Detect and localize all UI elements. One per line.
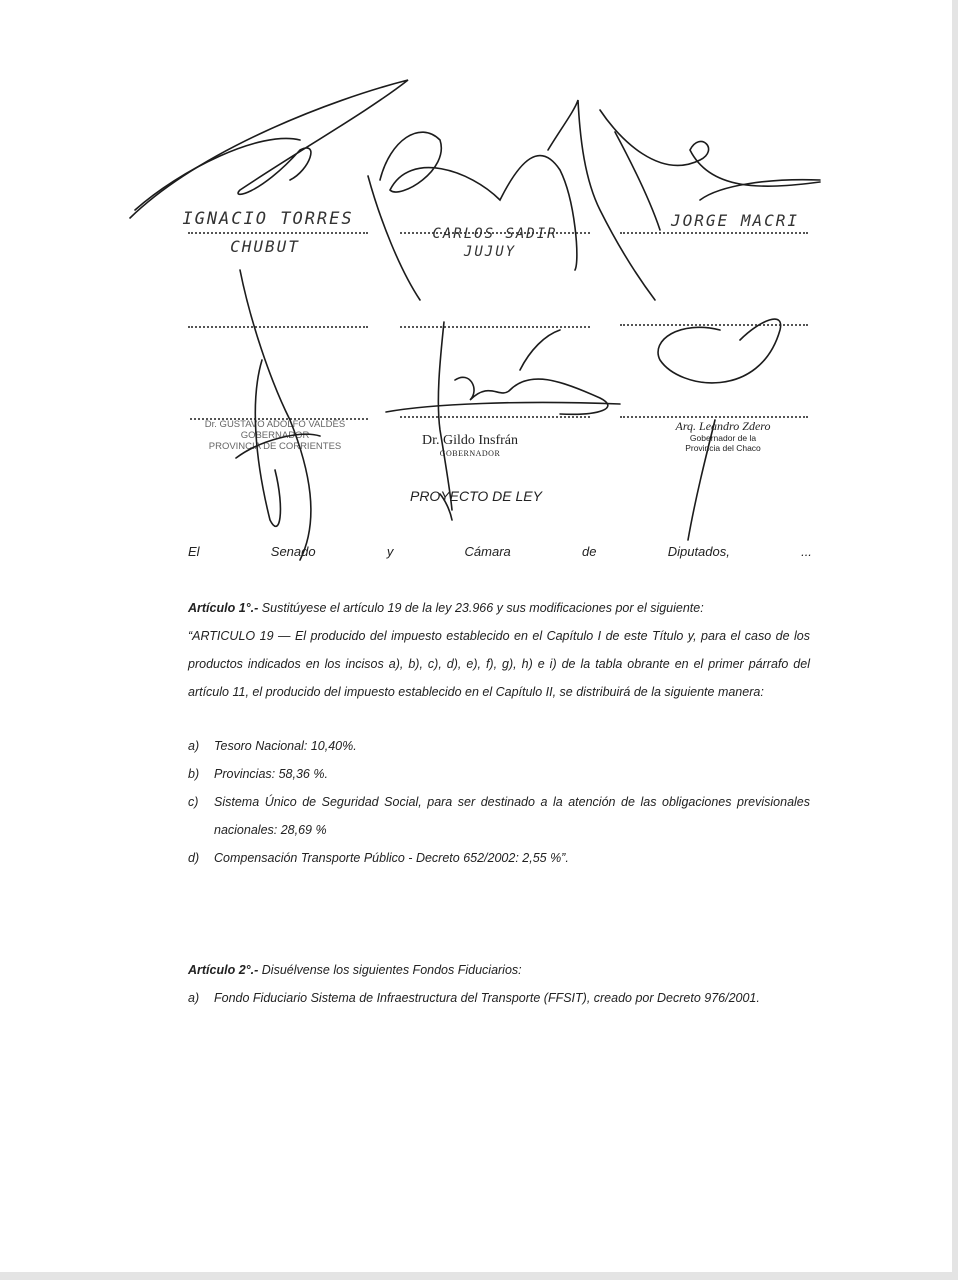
article-label: Artículo 2°.-	[188, 963, 259, 977]
enacting-word: ...	[801, 544, 812, 559]
document-title: PROYECTO DE LEY	[409, 488, 542, 504]
list-item	[188, 760, 810, 788]
article-1	[188, 594, 810, 872]
article-2-intro	[188, 956, 810, 984]
enacting-word: Senado	[270, 544, 316, 559]
enacting-word: de	[582, 544, 597, 559]
signatory-province: PROVINCIA DE CORRIENTES	[208, 440, 342, 452]
list-marker: d)	[188, 851, 200, 865]
list-marker: a)	[188, 991, 200, 1005]
signatory-province: Provincia del Chaco	[685, 442, 761, 453]
signatory-block	[400, 433, 540, 458]
list-text: Sistema Único de Seguridad Social, para ser destinado a la atención de las obligaciones previsionales nacionales: 28,69 %	[214, 795, 810, 837]
handwritten-province: CHUBUT	[230, 237, 300, 256]
signatory-role: Gobernador de la	[689, 432, 757, 443]
enacting-clause	[188, 544, 812, 559]
article-1-quote: “ARTICULO 19 — El producido del impuesto establecido en el Capítulo I de este Título y, para el caso de los productos indicados en los incisos a), b), c), d), e), f), g), h) e i) de la tabla obrante en el primer párrafo del artículo 11, el producido del impuesto establecido en el Capítulo II, se distribuirá de la siguiente manera:	[188, 629, 810, 699]
enacting-word: Cámara	[464, 544, 511, 559]
handwritten-province: JUJUY	[463, 244, 517, 260]
article-2	[188, 956, 810, 1012]
signature-line	[400, 326, 590, 328]
signature-line	[620, 324, 808, 326]
signatory-name: Dr. GUSTAVO ADOLFO VALDÉS	[204, 419, 346, 430]
signatory-name: Arq. Leandro Zdero	[675, 419, 771, 433]
signatory-role: GOBERNADOR	[240, 429, 310, 441]
handwritten-name: JORGE MACRI	[671, 211, 799, 230]
article-intro-text: Disuélvense los siguientes Fondos Fiduciarios:	[261, 963, 522, 977]
signature-line	[188, 232, 368, 234]
article-intro-text: Sustitúyese el artículo 19 de la ley 23.966 y sus modificaciones por el siguiente:	[261, 601, 704, 615]
signatory-block	[648, 420, 798, 453]
list-item	[188, 984, 810, 1012]
signatory-role: GOBERNADOR	[439, 449, 501, 459]
list-item	[188, 844, 810, 872]
article-label: Artículo 1°.-	[188, 601, 259, 615]
handwritten-name: CARLOS SADIR	[432, 226, 558, 242]
signature-line	[620, 232, 808, 234]
list-marker: b)	[188, 767, 200, 781]
list-item	[188, 788, 810, 844]
article-1-intro	[188, 594, 810, 622]
list-marker: c)	[188, 795, 199, 809]
enacting-word: El	[188, 544, 200, 559]
signatory-name: Dr. Gildo Insfrán	[421, 433, 519, 448]
list-text: Fondo Fiduciario Sistema de Infraestructura del Transporte (FFSIT), creado por Decreto 976/2001.	[214, 991, 760, 1005]
signature-line	[188, 326, 368, 328]
signatory-block	[190, 420, 360, 453]
enacting-word: Diputados,	[667, 544, 730, 559]
signature-line	[400, 416, 590, 418]
signature-line	[620, 416, 808, 418]
list-text: Tesoro Nacional: 10,40%.	[214, 739, 357, 753]
list-text: Provincias: 58,36 %.	[214, 767, 328, 781]
enacting-word: y	[386, 544, 394, 559]
list-item	[188, 732, 810, 760]
list-text: Compensación Transporte Público - Decreto 652/2002: 2,55 %”.	[214, 851, 569, 865]
list-marker: a)	[188, 739, 200, 753]
handwritten-name: IGNACIO TORRES	[182, 209, 354, 229]
